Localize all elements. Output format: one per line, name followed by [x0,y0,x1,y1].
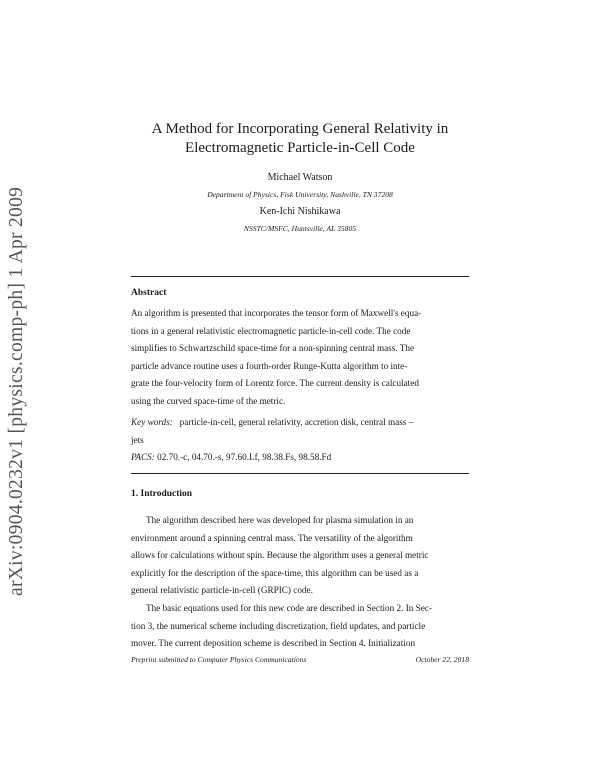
paragraph-line: general relativistic particle-in-cell (GRPIC) code. [131,585,313,595]
title-line-1: A Method for Incorporating General Relativity in [151,121,449,137]
pacs [131,449,469,467]
abstract-line: particle advance routine uses a fourth-order Runge-Kutta algorithm to inte- [131,360,408,371]
paragraph-line: The algorithm described here was developed for plasma simulation in an [146,515,414,525]
author-2-name: Ken-Ichi Nishikawa [259,206,341,217]
footer-preprint-note: Preprint submitted to Computer Physics Communications [131,655,307,664]
section-heading-introduction: 1. Introduction [131,489,193,499]
paragraph-line: The basic equations used for this new code are described in Section 2. In Sec- [146,603,432,613]
keywords-label: Key words: [131,417,173,427]
abstract-line: An algorithm is presented that incorporates the tensor form of Maxwell's equa- [131,308,422,318]
paragraph-line: environment around a spinning central mass. The versatility of the algorithm [131,532,413,543]
author-1-affiliation: Department of Physics, Fisk University, Nashville, TN 37208 [207,190,393,199]
paragraph-line: mover. The current deposition scheme is described in Section 4. Initialization [131,638,416,648]
paragraph-line: allows for calculations without spin. Because the algorithm uses a general metric [131,550,429,560]
abstract-bottom-rule [131,473,469,474]
keywords-line-1: particle-in-cell, general relativity, accretion disk, central mass – [179,417,414,427]
abstract-line: using the curved space-time of the metric. [131,395,286,406]
introduction-paragraph-1 [131,512,469,600]
title-line-2: Electromagnetic Particle-in-Cell Code [185,140,415,156]
abstract-top-rule [131,276,469,277]
introduction-paragraph-2 [131,600,469,653]
keywords-line-2: jets [131,434,144,445]
paper-title [130,120,470,158]
pacs-codes: 02.70.-c, 04.70.-s, 97.60.Lf, 98.38.Fs, 98.58.Fd [157,452,332,462]
author-2-affiliation: NSSTC/MSFC, Huntsville, AL 35805 [243,224,357,233]
abstract-heading: Abstract [131,288,167,298]
author-1-name: Michael Watson [267,172,333,183]
abstract-line: simplifies to Schwartzschild space-time for a non-spinning central mass. The [131,343,415,353]
paragraph-line: tion 3, the numerical scheme including discretization, field updates, and particle [131,620,426,631]
abstract-line: tions in a general relativistic electromagnetic particle-in-cell code. The code [131,325,411,336]
abstract-line: grate the four-velocity form of Lorentz force. The current density is calculated [131,378,419,388]
footer-date: October 22, 2018 [415,655,469,664]
keywords [131,414,469,449]
paragraph-line: explicitly for the description of the space-time, this algorithm can be used as a [131,567,419,578]
arxiv-identifier: arXiv:0904.0232v1 [physics.comp-ph] 1 Apr 2009 [6,186,27,596]
abstract-body [131,305,469,410]
pacs-label: PACS: [131,452,155,462]
